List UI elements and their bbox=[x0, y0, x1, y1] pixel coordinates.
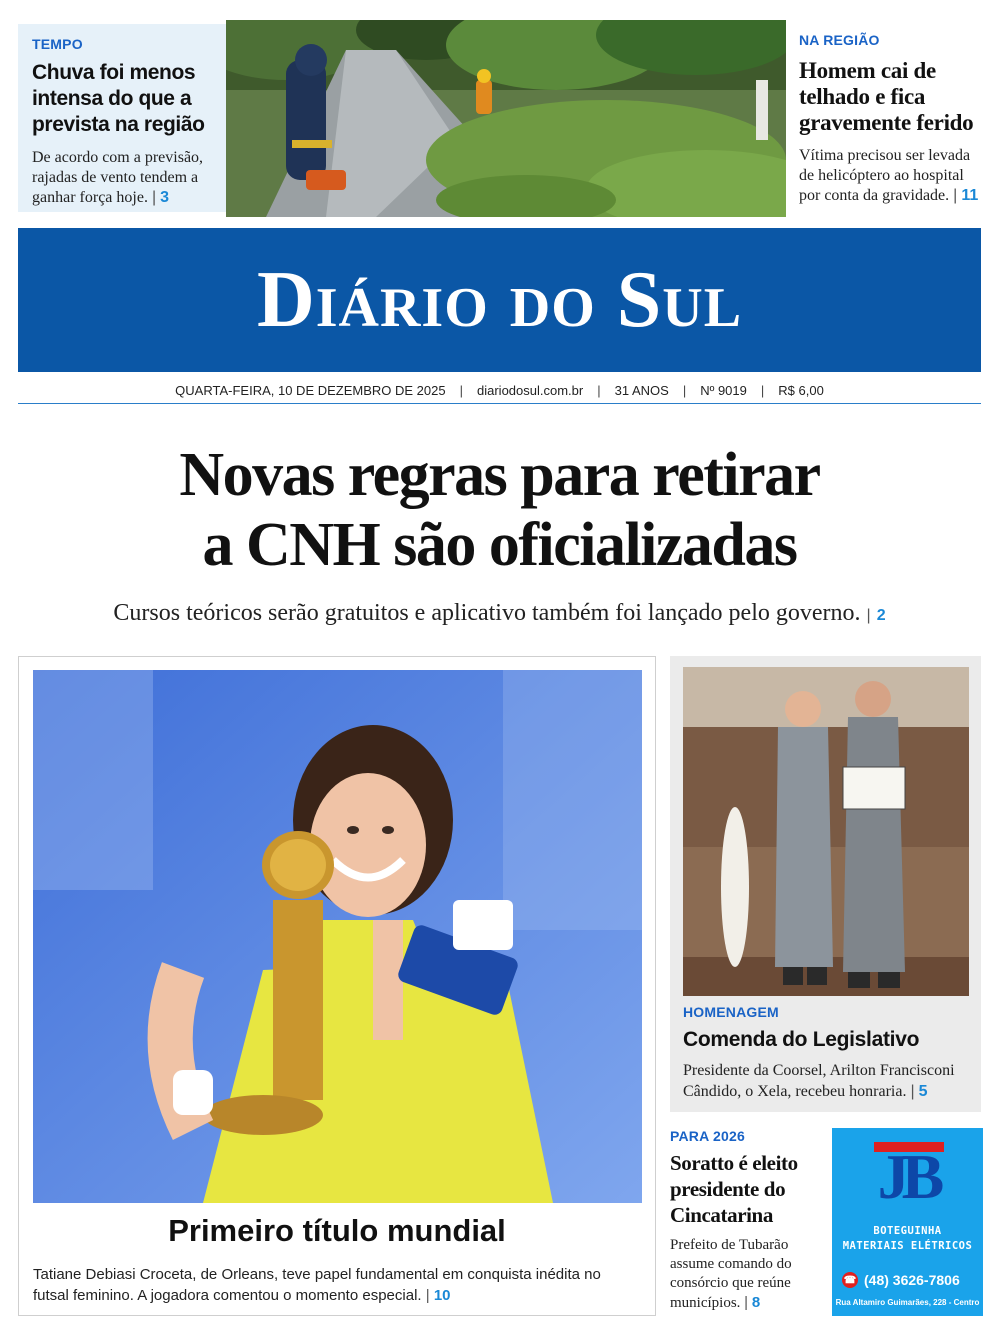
advertiser-address: Rua Altamiro Guimarães, 228 - Centro bbox=[835, 1298, 980, 1307]
side-story[interactable] bbox=[670, 656, 981, 1112]
teaser-body-text: Vítima precisou ser levada de helicóptero ao hospital por conta da gravidade. bbox=[799, 147, 971, 204]
separator: | bbox=[760, 383, 765, 398]
website-link[interactable]: diariodosul.com.br bbox=[477, 383, 584, 398]
separator: | bbox=[597, 383, 601, 398]
storm-cleanup-illustration bbox=[226, 20, 786, 217]
feature-title[interactable]: Primeiro título mundial bbox=[168, 1213, 506, 1248]
page-separator: | bbox=[866, 607, 871, 624]
page-reference[interactable]: 10 bbox=[433, 1287, 451, 1304]
page-separator: | bbox=[744, 1294, 749, 1311]
small-story[interactable] bbox=[670, 1128, 825, 1313]
advertiser-phone[interactable] bbox=[842, 1272, 976, 1288]
issue-number: Nº 9019 bbox=[700, 383, 747, 398]
side-headline[interactable]: Comenda do Legislativo bbox=[683, 1028, 920, 1051]
teaser-body bbox=[799, 146, 985, 206]
advertisement[interactable] bbox=[832, 1128, 983, 1316]
side-body bbox=[683, 1060, 973, 1102]
feature-photo bbox=[33, 670, 642, 1203]
subhead-text: Cursos teóricos serão gratuitos e aplicativo também foi lançado pelo governo. bbox=[113, 600, 861, 626]
dateline bbox=[18, 378, 981, 404]
teaser-body-text: De acordo com a previsão, rajadas de vento tendem a ganhar força hoje. bbox=[32, 149, 204, 206]
page-reference[interactable]: 3 bbox=[160, 189, 169, 206]
feature-body-text: Tatiane Debiasi Croceta, de Orleans, teve papel fundamental em conquista inédita no futsal feminino. A jogadora comentou o momento especial. bbox=[33, 1266, 601, 1304]
page-separator: | bbox=[910, 1083, 915, 1100]
small-story-headline[interactable]: Soratto é eleito presidente do Cincatarina bbox=[670, 1151, 798, 1227]
phone-number[interactable]: (48) 3626-7806 bbox=[864, 1272, 960, 1288]
advertiser-name-line: MATERIAIS ELÉTRICOS bbox=[842, 1240, 973, 1252]
side-photo bbox=[683, 667, 969, 996]
teaser-body bbox=[32, 148, 216, 208]
main-subhead bbox=[18, 600, 981, 627]
advertiser-logo: JB bbox=[877, 1141, 937, 1212]
page-reference[interactable]: 5 bbox=[918, 1083, 928, 1100]
page-separator: | bbox=[425, 1287, 430, 1304]
side-body-text: Presidente da Coorsel, Arilton Francisconi Cândido, o Xela, recebeu honraria. bbox=[683, 1062, 955, 1100]
advertiser-name-line: BOTEGUINHA bbox=[873, 1225, 942, 1237]
kicker: TEMPO bbox=[32, 36, 83, 52]
small-story-body bbox=[670, 1236, 825, 1313]
price: R$ 6,00 bbox=[778, 383, 824, 398]
main-headline-line[interactable]: a CNH são oficializadas bbox=[202, 511, 797, 579]
page-separator: | bbox=[953, 187, 958, 204]
edition-date: QUARTA-FEIRA, 10 DE DEZEMBRO DE 2025 bbox=[175, 383, 446, 398]
storm-cleanup-photo bbox=[226, 20, 786, 217]
newspaper-title[interactable]: Diário do Sul bbox=[256, 255, 743, 344]
page-reference[interactable]: 2 bbox=[876, 607, 886, 624]
phone-icon: ☎ bbox=[842, 1272, 858, 1288]
player-with-trophy-illustration bbox=[33, 670, 642, 1203]
feature-body bbox=[33, 1264, 633, 1306]
small-story-body-text: Prefeito de Tubarão assume comando do consórcio que reúne municípios. bbox=[670, 1237, 792, 1311]
teaser-headline[interactable]: Homem cai de telhado e fica gravemente ferido bbox=[799, 58, 974, 135]
advertiser-name bbox=[832, 1224, 983, 1254]
separator: | bbox=[459, 383, 463, 398]
page-separator: | bbox=[151, 189, 157, 206]
kicker: PARA 2026 bbox=[670, 1128, 745, 1144]
newspaper-age: 31 ANOS bbox=[614, 383, 669, 398]
feature-story[interactable] bbox=[18, 656, 656, 1316]
award-ceremony-illustration bbox=[683, 667, 969, 996]
page-reference[interactable]: 11 bbox=[961, 187, 979, 204]
teaser-headline[interactable]: Chuva foi menos intensa do que a prevista na região bbox=[32, 61, 205, 136]
main-headline[interactable] bbox=[18, 440, 981, 580]
teaser-region[interactable] bbox=[788, 24, 993, 220]
separator: | bbox=[682, 383, 687, 398]
page-reference[interactable]: 8 bbox=[751, 1294, 761, 1311]
main-headline-line[interactable]: Novas regras para retirar bbox=[179, 441, 820, 509]
kicker: NA REGIÃO bbox=[799, 32, 880, 48]
kicker: HOMENAGEM bbox=[683, 1004, 779, 1020]
teaser-weather[interactable] bbox=[18, 24, 226, 212]
masthead[interactable] bbox=[18, 228, 981, 372]
